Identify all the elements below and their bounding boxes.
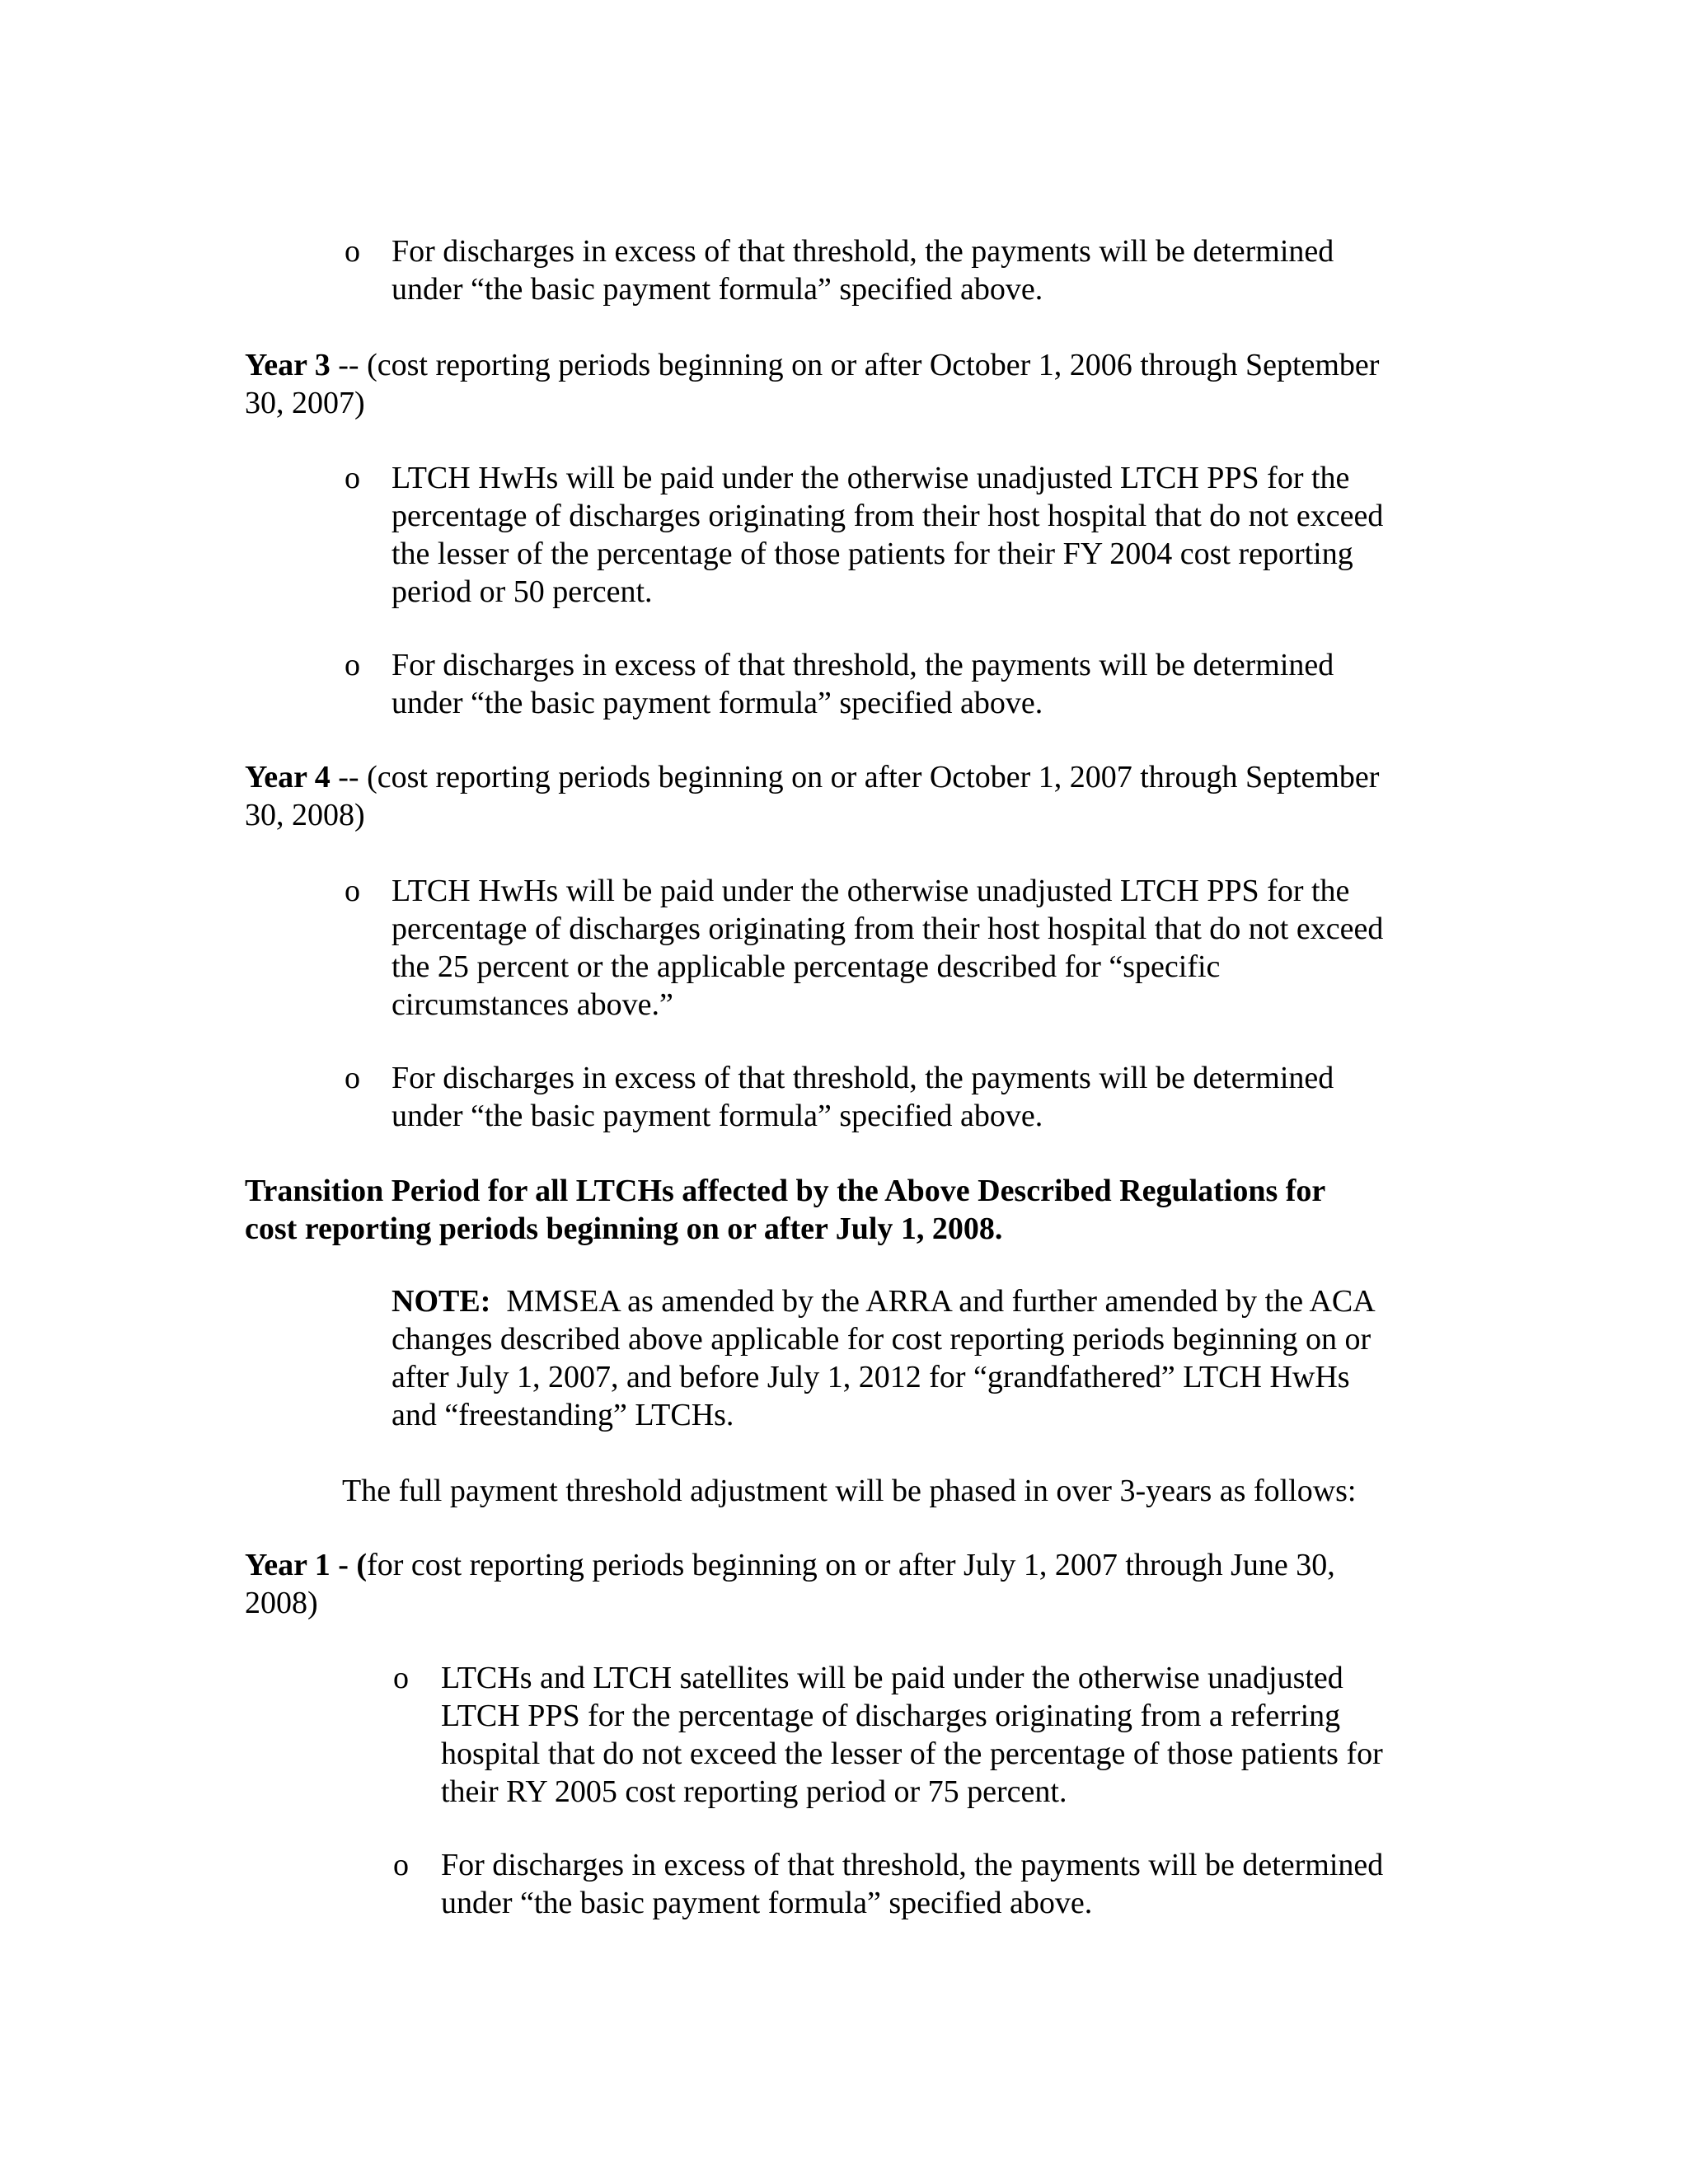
year3-heading-rest: -- (cost reporting periods beginning on or after October 1, 2006 through September xyxy=(330,348,1380,382)
year1-bullet2-line-1: For discharges in excess of that threshold, the payments will be determined xyxy=(441,1848,1384,1882)
note-line-4: and “freestanding” LTCHs. xyxy=(392,1398,734,1432)
year4-bullet2-line-1: For discharges in excess of that threshold, the payments will be determined xyxy=(392,1061,1334,1095)
bullet-marker: o xyxy=(393,1848,409,1882)
year4-heading-rest: -- (cost reporting periods beginning on or after October 1, 2007 through September xyxy=(330,760,1380,794)
bullet-marker: o xyxy=(345,874,360,908)
year1-bullet1-line-2: LTCH PPS for the percentage of discharges originating from a referring xyxy=(441,1699,1341,1733)
year4-bullet1-line-2: percentage of discharges originating from their host hospital that do not exceed xyxy=(392,912,1384,946)
year1-bullet2-line-2: under “the basic payment formula” specified above. xyxy=(441,1886,1093,1920)
bullet-marker: o xyxy=(345,1061,360,1095)
year4-heading xyxy=(245,758,1379,796)
bullet-marker: o xyxy=(345,648,360,682)
year3-bullet1-line-2: percentage of discharges originating from their host hospital that do not exceed xyxy=(392,499,1384,533)
year3-bullet1-line-1: LTCH HwHs will be paid under the otherwise unadjusted LTCH PPS for the xyxy=(392,461,1350,495)
year3-heading xyxy=(245,346,1379,384)
top-bullet-line-2: under “the basic payment formula” specified above. xyxy=(392,272,1043,307)
year3-bullet2-line-1: For discharges in excess of that threshold, the payments will be determined xyxy=(392,648,1334,682)
bullet-marker: o xyxy=(345,461,360,495)
year1-heading xyxy=(245,1546,1335,1584)
year3-heading-line-2: 30, 2007) xyxy=(245,386,365,420)
year1-bullet1-line-3: hospital that do not exceed the lesser of the percentage of those patients for xyxy=(441,1736,1383,1771)
year4-bullet1-line-1: LTCH HwHs will be paid under the otherwise unadjusted LTCH PPS for the xyxy=(392,874,1350,908)
note-line-1 xyxy=(392,1282,1376,1320)
year3-bullet1-line-3: the lesser of the percentage of those patients for their FY 2004 cost reporting xyxy=(392,537,1353,571)
year1-bullet1-line-1: LTCHs and LTCH satellites will be paid under the otherwise unadjusted xyxy=(441,1661,1343,1695)
year4-bullet1-line-3: the 25 percent or the applicable percentage described for “specific xyxy=(392,949,1221,984)
year1-label: Year 1 - ( xyxy=(245,1548,368,1582)
transition-heading-line-1: Transition Period for all LTCHs affected by the Above Described Regulations for xyxy=(245,1174,1326,1208)
year4-bullet1-line-4: circumstances above.” xyxy=(392,987,673,1022)
year1-bullet1-line-4: their RY 2005 cost reporting period or 75 percent. xyxy=(441,1774,1067,1809)
year1-heading-line-2: 2008) xyxy=(245,1586,318,1620)
top-bullet-line-1: For discharges in excess of that threshold, the payments will be determined xyxy=(392,234,1334,269)
year3-bullet1-line-4: period or 50 percent. xyxy=(392,574,653,609)
bullet-marker: o xyxy=(393,1661,409,1695)
note-line-3: after July 1, 2007, and before July 1, 2012 for “grandfathered” LTCH HwHs xyxy=(392,1360,1350,1394)
year4-heading-line-2: 30, 2008) xyxy=(245,798,365,832)
phase-in-text: The full payment threshold adjustment will be phased in over 3-years as follows: xyxy=(342,1474,1357,1508)
year4-bullet2-line-2: under “the basic payment formula” specified above. xyxy=(392,1099,1043,1133)
note-rest: MMSEA as amended by the ARRA and further amended by the ACA xyxy=(490,1284,1376,1319)
note-line-2: changes described above applicable for cost reporting periods beginning on or xyxy=(392,1322,1372,1357)
year3-label: Year 3 xyxy=(245,348,331,382)
year3-bullet2-line-2: under “the basic payment formula” specified above. xyxy=(392,686,1043,720)
year4-label: Year 4 xyxy=(245,760,331,794)
year1-heading-rest: for cost reporting periods beginning on or after July 1, 2007 through June 30, xyxy=(367,1548,1335,1582)
bullet-marker: o xyxy=(345,234,360,269)
transition-heading-line-2: cost reporting periods beginning on or after July 1, 2008. xyxy=(245,1212,1003,1246)
note-label: NOTE: xyxy=(392,1284,491,1319)
